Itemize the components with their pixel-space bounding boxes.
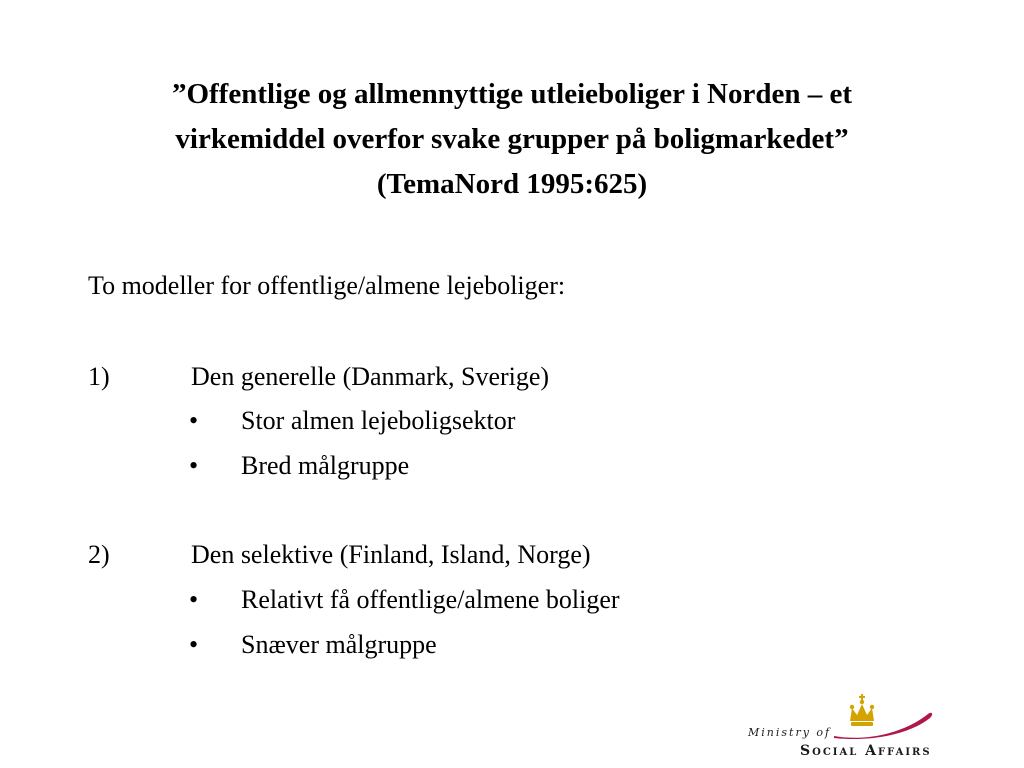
logo-ministry-text: Ministry of: [748, 726, 832, 739]
slide-title: [60, 72, 964, 207]
model-1-bullet-1: Stor almen lejeboligsektor: [241, 406, 516, 435]
bullet-icon: •: [189, 406, 199, 435]
crown-icon: [828, 692, 938, 740]
bullet-icon: •: [189, 451, 199, 480]
bullet-icon: •: [189, 630, 199, 659]
crown-shape: [850, 694, 874, 726]
model-2-bullet-1: Relativt få offentlige/almene boliger: [241, 585, 620, 614]
intro-text: To modeller for offentlige/almene lejeboliger:: [88, 271, 566, 300]
model-1-bullet-2: Bred målgruppe: [241, 451, 410, 480]
title-line-1: ”Offentlige og allmennyttige utleieboliger i Norden – et: [171, 78, 853, 110]
model-2-bullet-2: Snæver målgruppe: [241, 630, 437, 659]
model-1-number: 1): [88, 362, 110, 391]
title-line-3: (TemaNord 1995:625): [376, 168, 648, 200]
model-1-label: Den generelle (Danmark, Sverige): [191, 362, 550, 391]
ministry-logo: [748, 692, 958, 762]
bullet-icon: •: [189, 585, 199, 614]
model-2-number: 2): [88, 540, 110, 569]
model-2-label: Den selektive (Finland, Island, Norge): [191, 540, 591, 569]
logo-social-affairs-text: Social Affairs: [800, 743, 932, 759]
logo-swoosh: [834, 713, 932, 739]
title-line-2: virkemiddel overfor svake grupper på boligmarkedet”: [175, 123, 849, 155]
